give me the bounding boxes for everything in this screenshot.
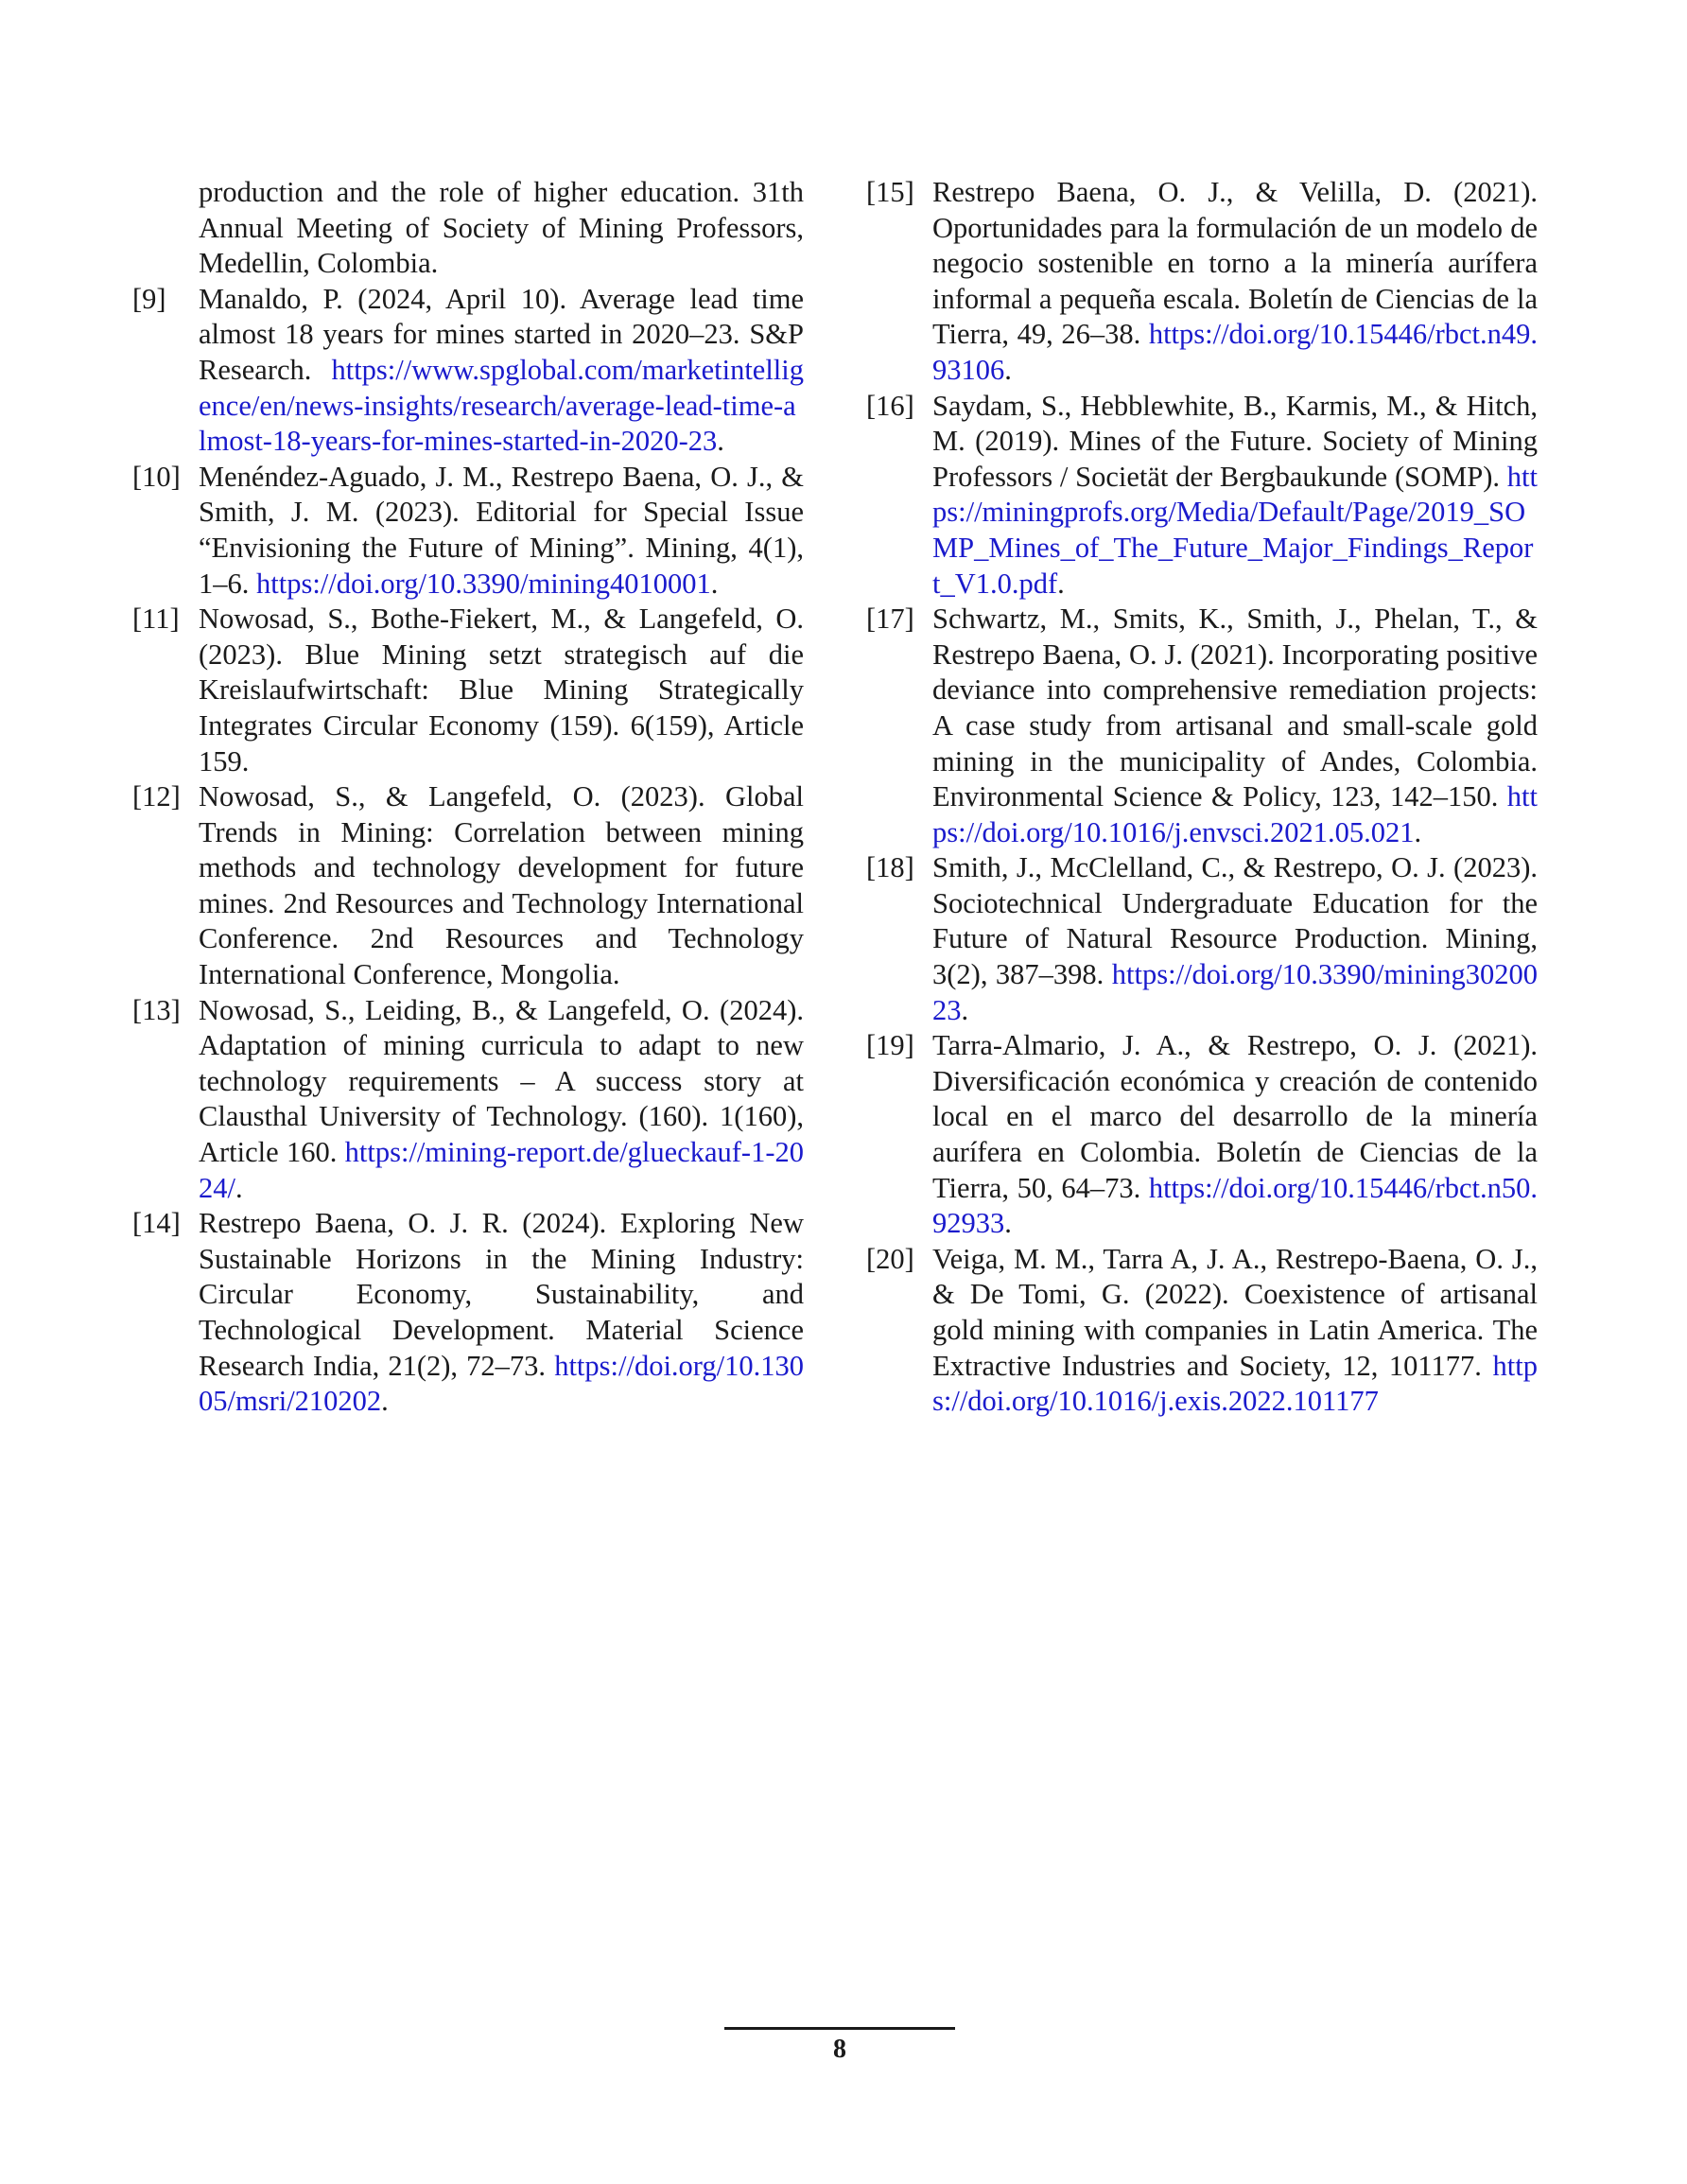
- reference-text: Saydam, S., Hebblewhite, B., Karmis, M., & Hitch, M. (2019). Mines of the Future. Society of Mining Professors / Societät der Bergbaukunde (SOMP).: [932, 389, 1538, 493]
- footer-rule: [724, 2027, 955, 2030]
- reference-number: [16]: [866, 389, 914, 422]
- reference-number: [10]: [132, 460, 181, 493]
- reference-trailing: .: [1414, 815, 1422, 848]
- reference-number: [13]: [132, 993, 181, 1026]
- reference-link[interactable]: https://doi.org/10.15446/rbct.n50.92933: [932, 1171, 1538, 1240]
- reference-link[interactable]: https://doi.org/10.3390/mining3020023: [932, 958, 1538, 1026]
- reference-text: Nowosad, S., Bothe-Fiekert, M., & Langefeld, O. (2023). Blue Mining setzt strategisch auf die Kreislaufwirtschaft: Blue Mining Strategically Integrates Circular Economy (159). 6(159), Article 159.: [199, 603, 804, 778]
- reference-trailing: .: [381, 1385, 389, 1418]
- reference-text: Veiga, M. M., Tarra A, J. A., Restrepo-Baena, O. J., & De Tomi, G. (2022). Coexistence of artisanal gold mining with companies in Latin America. The Extractive Industries and Society, 12, 101177.: [932, 1242, 1538, 1382]
- reference-number: [15]: [866, 176, 914, 208]
- reference-number: [19]: [866, 1029, 914, 1062]
- reference-entry: [132, 602, 804, 779]
- reference-trailing: .: [1057, 567, 1065, 600]
- reference-trailing: .: [1004, 1207, 1012, 1240]
- reference-body: [932, 850, 1538, 1028]
- reference-number: [9]: [132, 282, 166, 315]
- reference-number: [18]: [866, 851, 914, 884]
- reference-body: [932, 1242, 1538, 1420]
- reference-entry: [866, 850, 1538, 1028]
- reference-link[interactable]: https://doi.org/10.1016/j.envsci.2021.05.021: [932, 780, 1538, 848]
- reference-body: [199, 1206, 804, 1420]
- reference-entry: [866, 1242, 1538, 1420]
- reference-link[interactable]: https://miningprofs.org/Media/Default/Page/2019_SOMP_Mines_of_The_Future_Major_Findings_Report_V1.0.pdf: [932, 460, 1538, 600]
- reference-body: [199, 779, 804, 993]
- reference-text: Restrepo Baena, O. J. R. (2024). Exploring New Sustainable Horizons in the Mining Industry: Circular Economy, Sustainability, and Technological Development. Material Science Research India, 21(2), 72–73.: [199, 1207, 804, 1382]
- reference-body: [199, 282, 804, 460]
- reference-entry: [866, 1028, 1538, 1242]
- reference-text: Menéndez-Aguado, J. M., Restrepo Baena, O. J., & Smith, J. M. (2023). Editorial for Special Issue “Envisioning the Future of Mining”. Mining, 4(1), 1–6.: [199, 460, 804, 600]
- page-number: 8: [833, 2035, 846, 2064]
- reference-body: [932, 389, 1538, 603]
- reference-entry: [132, 282, 804, 460]
- reference-text: Nowosad, S., & Langefeld, O. (2023). Global Trends in Mining: Correlation between mining methods and technology development for future mines. 2nd Resources and Technology International Conference. 2nd Resources and Technology International Conference, Mongolia.: [199, 780, 804, 991]
- reference-entry: [132, 460, 804, 602]
- reference-body: [932, 1028, 1538, 1242]
- reference-entry: [132, 175, 804, 282]
- reference-number: [12]: [132, 780, 181, 813]
- reference-entry: [132, 1206, 804, 1420]
- reference-column-right: [866, 175, 1538, 1420]
- reference-link[interactable]: https://mining-report.de/glueckauf-1-2024/: [199, 1136, 804, 1204]
- reference-number: [20]: [866, 1242, 914, 1275]
- reference-body: [199, 602, 804, 779]
- reference-trailing: .: [1004, 353, 1012, 386]
- reference-body: [932, 175, 1538, 389]
- reference-body: [199, 460, 804, 602]
- reference-link[interactable]: https://doi.org/10.3390/mining4010001: [256, 567, 711, 600]
- reference-trailing: .: [717, 425, 724, 458]
- reference-body: [199, 993, 804, 1207]
- reference-column-left: [132, 175, 804, 1420]
- reference-entry: [866, 175, 1538, 389]
- reference-body: [199, 175, 804, 282]
- reference-text: production and the role of higher education. 31th Annual Meeting of Society of Mining Professors, Medellin, Colombia.: [199, 176, 804, 280]
- reference-text: Smith, J., McClelland, C., & Restrepo, O. J. (2023). Sociotechnical Undergraduate Education for the Future of Natural Resource Production. Mining, 3(2), 387–398.: [932, 851, 1538, 991]
- reference-number: [14]: [132, 1207, 181, 1240]
- reference-number: [17]: [866, 603, 914, 636]
- reference-trailing: .: [710, 567, 719, 600]
- reference-text: Manaldo, P. (2024, April 10). Average lead time almost 18 years for mines started in 2020–23. S&P Research.: [199, 282, 804, 386]
- reference-text: Nowosad, S., Leiding, B., & Langefeld, O. (2024). Adaptation of mining curricula to adapt to new technology requirements – A success story at Clausthal University of Technology. (160). 1(160), Article 160.: [199, 993, 804, 1169]
- reference-body: [932, 602, 1538, 850]
- reference-text: Restrepo Baena, O. J., & Velilla, D. (2021). Oportunidades para la formulación de un modelo de negocio sostenible en torno a la minería aurífera informal a pequeña escala. Boletín de Ciencias de la Tierra, 49, 26–38.: [932, 176, 1538, 351]
- reference-link[interactable]: https://www.spglobal.com/marketintelligence/en/news-insights/research/average-lead-time-almost-18-years-for-mines-started-in-2020-23: [199, 353, 804, 458]
- reference-trailing: .: [961, 993, 969, 1026]
- reference-trailing: .: [235, 1171, 243, 1204]
- reference-number: [11]: [132, 603, 180, 636]
- reference-entry: [132, 779, 804, 993]
- reference-entry: [866, 389, 1538, 603]
- reference-link[interactable]: https://doi.org/10.13005/msri/210202: [199, 1349, 804, 1418]
- reference-link[interactable]: https://doi.org/10.15446/rbct.n49.93106: [932, 318, 1538, 386]
- reference-entry: [132, 993, 804, 1207]
- reference-link[interactable]: https://doi.org/10.1016/j.exis.2022.101177: [932, 1349, 1538, 1418]
- reference-text: Tarra-Almario, J. A., & Restrepo, O. J. (2021). Diversificación económica y creación de contenido local en el marco del desarrollo de la minería aurífera en Colombia. Boletín de Ciencias de la Tierra, 50, 64–73.: [932, 1029, 1538, 1204]
- reference-text: Schwartz, M., Smits, K., Smith, J., Phelan, T., & Restrepo Baena, O. J. (2021). Incorporating positive deviance into comprehensive remediation projects: A case study from artisanal and small-scale gold mining in the municipality of Andes, Colombia. Environmental Science & Policy, 123, 142–150.: [932, 603, 1538, 813]
- reference-entry: [866, 602, 1538, 850]
